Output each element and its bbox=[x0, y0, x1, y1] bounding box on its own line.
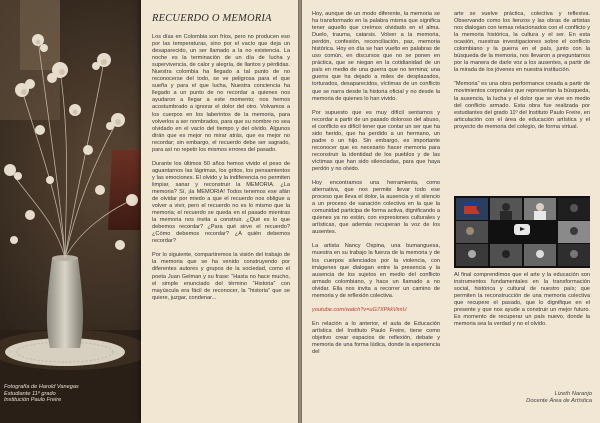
participant-tile bbox=[558, 244, 590, 266]
participant-tile bbox=[490, 198, 522, 220]
signature-name: Lizeth Naranjo bbox=[554, 391, 592, 397]
paragraph: “Memoria” es una obra performance creada a partir de movimientos corporales que representan la búsqueda, la ausencia, la lucha y el dolor que se vive en medio del conflicto armado. Esta obra fue realizada por estudiantes del grado 11º del Instituto Paulo Freire, en articulación con el área de educación artística y el proyecto de memoria del colegio, de forma virtual. bbox=[454, 81, 590, 130]
signature-role: Docente Área de Artística bbox=[526, 398, 592, 404]
paragraph: Los días en Colombia son fríos, pero no producen eso por las temperaturas, sino por el vacío que deja un desaparecido, un ser llamado a la no existencia. La noche es la terminación de un día de lucha y supervivencia, de calor y alegría, de llantos y pérdidas. Nuestra colombia ha llegado a tal punto de no reconocerse del todo, se ve peligrosa para el que sueña y para el que lucha, Nuestra conciencia ha llegado a un punto de no recordar a quienes nos ayudaron a llegar a este momento; nos hemos acostumbrado a ignorar el dolor del otro. Volvamos a los cuerpos en los laberintos de la memoria, para volverlos a ser nombrados, para que su nombre no sea olvidado en el vacío del tiempo y del olvido. Algunos dirán que es mejor no mirar atrás, que es mejor no recordar; sin embargo, el recuerdo debe ser sagrado, para así no repetir los mismos errores del pasado. bbox=[152, 34, 290, 153]
paragraph: Por supuesto que es muy difícil sentarnos y recordar a partir de un pasado doloroso del abuso, el conflicto es difícil tener que contar un ser que ha sido herido, que ha perdido a un hermano, un padre o un hijo. Sin embargo, es importante reconocer que es necesario hacer memoria para reconstruir la identidad de los pueblos y de las víctimas que han sido silenciadas, para que haya perdón y no olvido. bbox=[312, 109, 440, 172]
paragraph: Hoy encontramos una herramienta, como alternativa, que nos permite llevar todo ese proceso que lleva el dolor, la ausencia y el silencio a un proceso de sanación colectiva en la que la comunidad participa de forma activa, dignificando a quienes ya no están, con expresiones culturales y artísticas, que además recuperan la voz de los ausentes. bbox=[312, 180, 440, 236]
caption-line: Institución Paulo Freire bbox=[4, 397, 62, 404]
participant-tile bbox=[456, 244, 488, 266]
paragraph: Por lo siguiente, compartiremos la visión del trabajo de la memoria que se ha venido construyendo por diferentes autores y grupos de la sociedad, como el poeta Juan Gelman y su frase: “Hasta no hace mucho, el simple enunciado del término “Historia” con mayúscula era fácil de reconocer, la “historia” que se quiere, juzgar, condenar... bbox=[152, 252, 290, 301]
video-link[interactable]: youtube.com/watch?v=uG7XPkkVimU bbox=[312, 306, 407, 313]
paragraph: arte se vuelve práctica, colectiva y reflexiva. Observando como los lienzos y las obras de artistas nos dialogan con temas relacionados con el conflicto y la memoria histórica, la cultura y el ser. En esta ocasión, nuestras investigaciones sobre el conflicto colombiano y la guerra en el país, junto con la búsqueda de la memoria, nos llevaron a preguntarnos por la manera de darle voz a los ausentes, a partir de la mirada de los jóvenes en nuestra institución. bbox=[454, 11, 590, 74]
signature bbox=[500, 391, 592, 405]
paragraph: La artista Nancy Ospina, una bumanguesa, muestra en su trabajo la fuerza de la memoria y de los cuerpos silenciados por la violencia, con imágenes que dialogan entre la presencia y la ausencia de los sujetos en medio del conflicto armado colombiano, y hace un llamado a no olvidar. Ella nos invita a recorrer un camino de memoria y de reflexión colectiva. bbox=[312, 243, 440, 299]
caption-line: Fotografía de Harold Vanegas bbox=[4, 384, 79, 390]
participant-tile bbox=[524, 244, 556, 266]
participant-tile bbox=[490, 244, 522, 266]
paragraph: Al final comprendimos que el arte y la educación son instrumentos fundamentales en la transformación social, histórica y cultural de nuestro país; que permiten la reconstrucción de una memoria colectiva que recupere el pasado, que lo dignifique en el presente y que nos ayude a construir un mejor futuro. Es momento de recuperar un país nuevo, donde la memoria sea la verdad y no el olvido. bbox=[454, 272, 590, 328]
caption-line: Estudiante 11º grado bbox=[4, 390, 56, 397]
page-fold bbox=[298, 0, 302, 423]
participant-tile bbox=[456, 221, 488, 243]
middle-text-column bbox=[312, 11, 440, 421]
right-text-column-bottom bbox=[454, 272, 590, 388]
participant-tile bbox=[524, 198, 556, 220]
participant-tile bbox=[558, 198, 590, 220]
participant-tile bbox=[558, 221, 590, 243]
play-icon[interactable] bbox=[514, 224, 530, 235]
paragraph: Hoy, aunque de un modo diferente, la memoria se ha transformado en la palabra misma que significa tener aquello que creímos olvidado en el alma. Duelo, trauma, catarsis. Volver a la memoria, perdón, confesión, reconciliación, paz, memoria histórica. Hoy en día se han vuelto en palabras de uso común, en discursos que no se ponen en práctica, que se niegan en la cotidianidad de un país en medio de una guerra que no termina; una guerra que ha dejado a miles de desplazados, torturados, desaparecidos, víctimas de un conflicto que se narra desde la historia oficial y no desde la memoria de quienes lo han vivido. bbox=[312, 11, 440, 102]
left-text-column bbox=[152, 34, 290, 422]
paragraph: En relación a lo anterior, el aula de Educación artística del Instituto Paulo Freire, tiene como objetivo crear espacios de reflexión, debate y memoria de una forma lúdica, donde la experiencia del bbox=[312, 320, 440, 356]
photo-caption bbox=[4, 384, 144, 404]
video-call-grid[interactable] bbox=[454, 196, 590, 268]
participant-tile bbox=[456, 198, 488, 220]
article-title: RECUERDO O MEMORIA bbox=[152, 13, 272, 24]
right-text-column-top bbox=[454, 11, 590, 192]
paragraph: Durante los últimos 50 años hemos vivido el peso de aguantarnos las lágrimas, los gritos, los pensamientos y las emociones. El olvido y la indiferencia no permiten limpiar, sanar y reconstruir la MEMORIA. ¿La memoria? Sí, ¡la MEMORIA! Todos tenemos ese afán de olvidar por miedo a que el recuerdo nos obligue a volver a vivir, pero el recuerdo no es lo mismo que la memoria; el recuerdo se queda en el pasado mientras la memoria nos invita a construir. ¿Qué es lo que debemos recordar? ¿Para qué sirve el recuerdo? ¿Cómo debemos recordar? ¿A quién debemos recordar? bbox=[152, 160, 290, 245]
